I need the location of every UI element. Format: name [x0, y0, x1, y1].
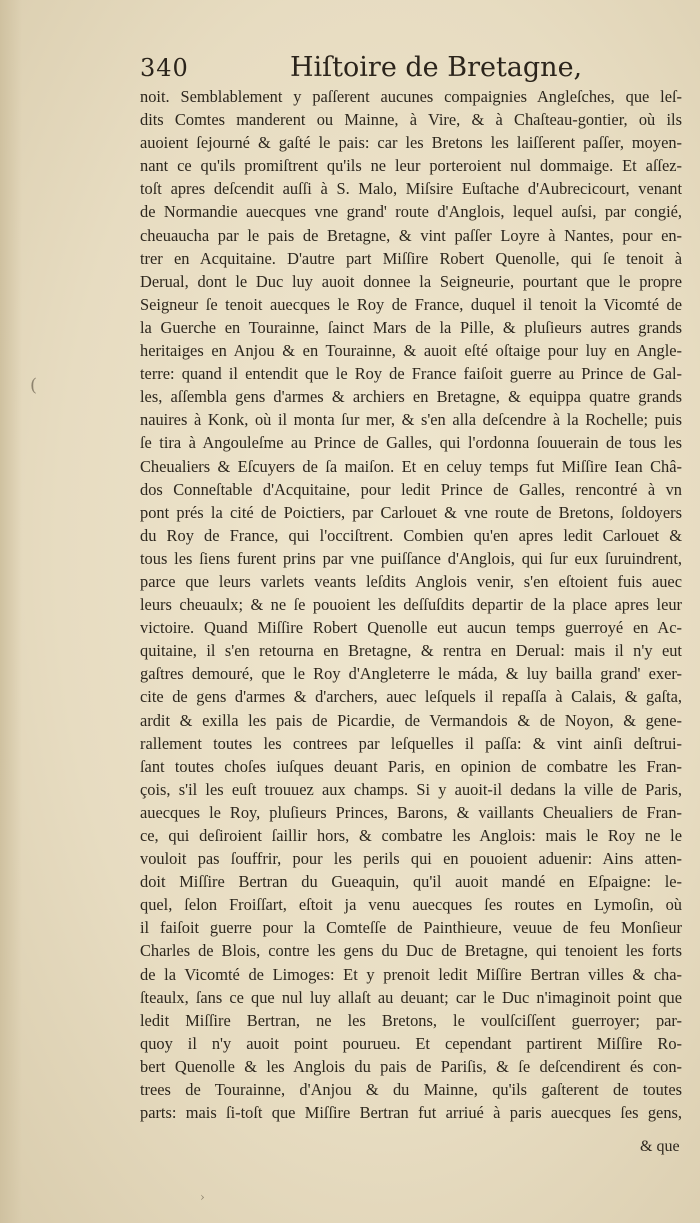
text-line: de Normandie auecques vne grand' route d'Anglois, lequel auſsi, par congié,: [140, 202, 682, 222]
text-line: auecques le Roy, pluſieurs Princes, Barons, & vaillants Cheualiers de Fran-: [140, 802, 682, 822]
text-line: bert Quenolle & les Anglois du pais de Pariſis, & ſe deſcendirent és con-: [140, 1056, 682, 1076]
text-line: nant ce qu'ils promiſtrent qu'ils ne leur porteroient nul dommaige. Et aſſez-: [140, 156, 682, 176]
text-line: de la Vicomté de Limoges: Et y prenoit ledit Miſſire Bertran villes & cha-: [140, 964, 682, 984]
text-line: cite de gens d'armes & d'archers, auec leſquels il repaſſa à Calais, & gaſta,: [140, 687, 682, 707]
text-line: nauires à Konk, où il monta ſur mer, & s'en alla deſcendre à la Rochelle; puis: [140, 410, 682, 430]
text-line: trees de Tourainne, d'Anjou & du Mainne, qu'ils gaſterent de toutes: [140, 1080, 682, 1100]
text-line: noit. Semblablement y paſſerent aucunes compaignies Angleſches, que leſ-: [140, 87, 682, 106]
text-line: doit Miſſire Bertran du Gueaquin, qu'il auoit mandé en Eſpaigne: le-: [140, 872, 682, 892]
text-line: quel, ſelon Froiſſart, eſtoit ja venu auecques ſes routes en Lymoſin, où: [140, 895, 682, 915]
text-line: toſt apres deſcendit auſſi à S. Malo, Miſsire Euſtache d'Aubrecicourt, venant: [140, 179, 682, 199]
text-line: ſteaulx, ſans ce que nul luy allaſt au deuant; car le Duc n'imaginoit point que: [140, 987, 682, 1007]
catchword: & que: [640, 1138, 680, 1155]
text-line: leurs cheuaulx; & ne ſe pouoient les deſſuſdits departir de la place apres leur: [140, 595, 682, 615]
text-line: vouloit pas ſouffrir, pour les perils qui en pouoient aduenir: Ains atten-: [140, 849, 682, 869]
text-line: rallement toutes les contrees par leſquelles il paſſa: & vint ainſi deſtrui-: [140, 733, 682, 753]
text-line: dits Comtes manderent ou Mainne, à Vire, & à Chaſteau-gontier, où ils: [140, 110, 682, 130]
text-line: ledit Miſſire Bertran, ne les Bretons, le voulſciſſent guerroyer; par-: [140, 1010, 682, 1030]
text-line: Seigneur ſe tenoit auecques le Roy de France, duquel il tenoit la Vicomté de: [140, 294, 682, 314]
text-line: Charles de Blois, contre les gens du Duc de Bretagne, qui tenoient les forts: [140, 941, 682, 961]
page-number: 340: [140, 54, 189, 82]
text-line: ce, qui deſiroient ſaillir hors, & combatre les Anglois: mais le Roy ne le: [140, 826, 682, 845]
text-line: gaſtres demouré, que le Roy d'Angleterre le máda, & luy bailla grand' exer-: [140, 664, 682, 684]
page-header: [140, 52, 583, 83]
text-line: ardit & exilla les pais de Picardie, de Vermandois & de Noyon, & gene-: [140, 710, 682, 730]
text-line: trer en Acquitaine. D'autre part Miſſire Robert Quenolle, qui ſe tenoit à: [140, 248, 682, 268]
text-line: quitaine, il s'en retourna en Bretagne, & rentra en Derual: mais il n'y eut: [140, 641, 682, 661]
text-line: ſant toutes choſes iuſques deuant Paris, en opinion de combatre les Fran-: [140, 756, 682, 776]
text-line: ſe tira à Angouleſme au Prince de Galles, qui l'ordonna ſouuerain de tous les: [140, 433, 682, 453]
text-line: heritaiges en Anjou & en Tourainne, & auoit eſté oſtaige pour luy en Angle-: [140, 341, 682, 361]
text-line: les, aſſembla gens d'armes & archiers en Bretagne, & equippa quatre grands: [140, 387, 682, 407]
text-line: dos Conneſtable d'Acquitaine, pour ledit Prince de Galles, rencontré à vn: [140, 479, 682, 499]
text-line: parce que leurs varlets veants leſdits Anglois venir, s'en eſtoient fuis auec: [140, 571, 682, 591]
text-line: victoire. Quand Miſſire Robert Quenolle eut aucun temps guerroyé en Ac-: [140, 618, 682, 638]
text-line: tous les ſiens furent prins par vne puiſſance d'Anglois, qui ſur eux ſuruindrent,: [140, 548, 682, 568]
text-line: Derual, dont le Duc luy auoit donnee la Seigneurie, pourtant que le propre: [140, 271, 682, 291]
text-line: cheuaucha par le pais de Bretagne, & vint paſſer Loyre à Nantes, pour en-: [140, 225, 682, 245]
page-gutter-shadow: [0, 0, 22, 1223]
text-line: quoy il n'y auoit point pourueu. Et cependant partirent Miſſire Ro-: [140, 1033, 682, 1053]
running-title: Hiſtoire de Bretagne,: [290, 52, 583, 83]
text-line: du Roy de France, qui l'occiſtrent. Combien qu'en apres ledit Carlouet &: [140, 525, 682, 545]
text-line: çois, s'il les euſt trouuez aux champs. Si y auoit-il dedans la ville de Paris,: [140, 779, 682, 799]
margin-ink-mark: (: [30, 375, 38, 396]
text-line: auoient ſejourné & gaſté le pais: car les Bretons les laiſſerent paſſer, moyen-: [140, 133, 682, 153]
text-line: parts: mais ſi-toſt que Miſſire Bertran fut arriué à paris auecques ſes gens,: [140, 1103, 682, 1123]
text-line: terre: quand il entendit que le Roy de France faiſoit guerre au Prince de Gal-: [140, 364, 682, 384]
body-text: [140, 85, 682, 1124]
text-line: Cheualiers & Eſcuyers de ſa maiſon. Et en celuy temps fut Miſſire Iean Châ-: [140, 456, 682, 476]
text-line: il faiſoit guerre pour la Comteſſe de Painthieure, veuue de feu Monſieur: [140, 918, 682, 938]
text-line: la Guerche en Tourainne, ſainct Mars de la Pille, & pluſieurs autres grands: [140, 317, 682, 337]
margin-ink-mark: ›: [200, 1190, 205, 1204]
text-line: pont prés la cité de Poictiers, par Carlouet & vne route de Bretons, ſoldoyers: [140, 502, 682, 522]
